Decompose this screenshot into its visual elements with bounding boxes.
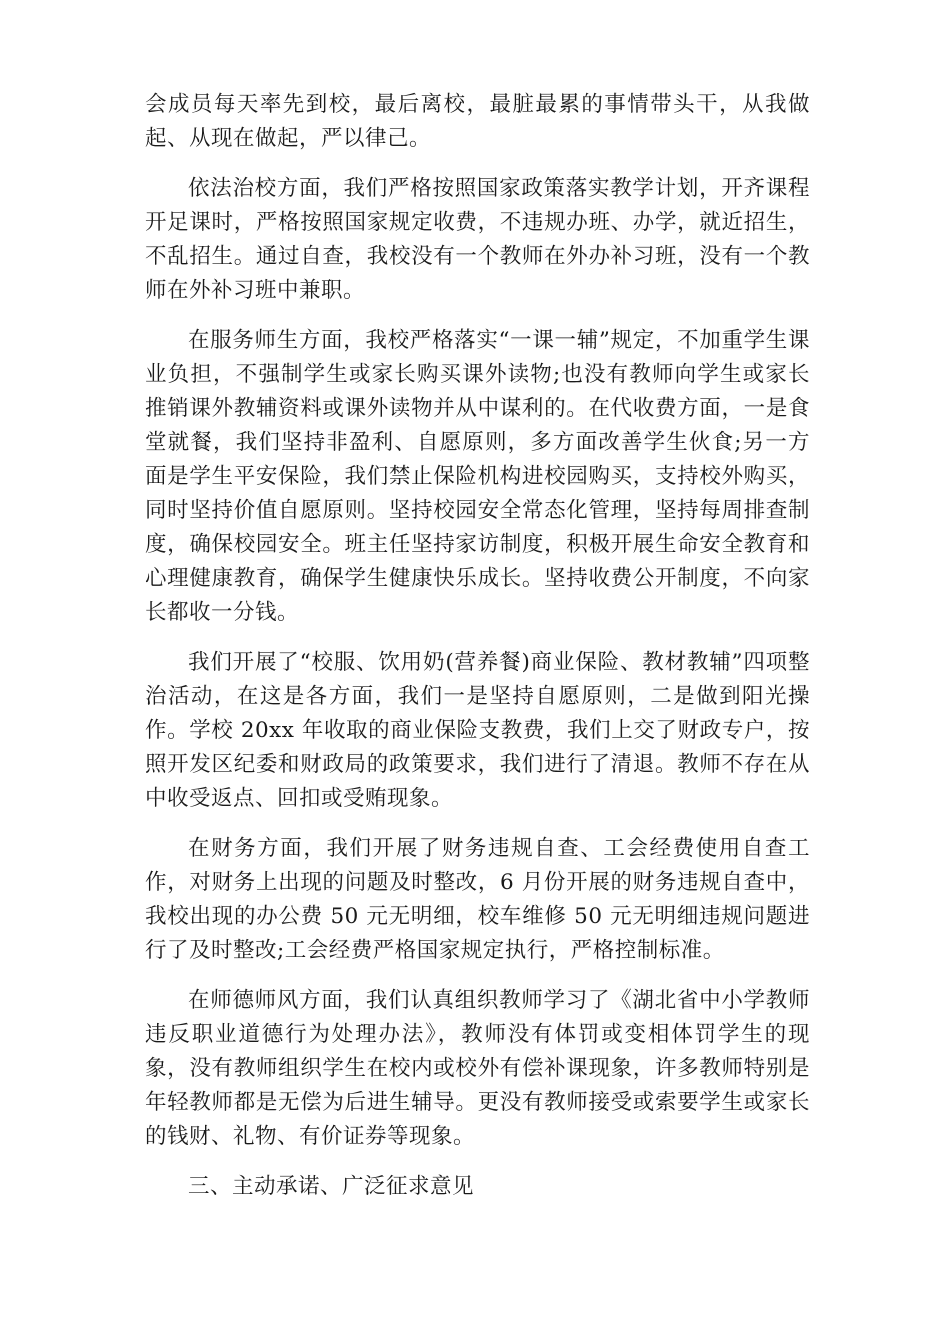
document-body [145, 88, 810, 1220]
paragraph-service: 在服务师生方面，我校严格落实“一课一辅”规定，不加重学生课业负担，不强制学生或家长购买课外读物;也没有教师向学生或家长推销课外教辅资料或课外读物并从中谋利的。在代收费方面，一是食堂就餐，我们坚持非盈利、自愿原则，多方面改善学生伙食;另一方面是学生平安保险，我们禁止保险机构进校园购买，支持校外购买，同时坚持价值自愿原则。坚持校园安全常态化管理，坚持每周排查制度，确保校园安全。班主任坚持家访制度，积极开展生命安全教育和心理健康教育，确保学生健康快乐成长。坚持收费公开制度，不向家长都收一分钱。 [145, 328, 810, 625]
paragraph-rectification: 我们开展了“校服、饮用奶(营养餐)商业保险、教材教辅”四项整治活动，在这是各方面，我们一是坚持自愿原则，二是做到阳光操作。学校 20xx 年收取的商业保险支教费，我们上交了财政专户，按照开发区纪委和财政局的政策要求，我们进行了清退。教师不存在从中收受返点、回扣或受贿现象。 [145, 650, 810, 811]
section-heading: 三、主动承诺、广泛征求意见 [188, 1174, 475, 1199]
paragraph-finance: 在财务方面，我们开展了财务违规自查、工会经费使用自查工作，对财务上出现的问题及时整改，6 月份开展的财务违规自查中，我校出现的办公费 50 元无明细，校车维修 50 元无明细违规问题进行了及时整改;工会经费严格国家规定执行，严格控制标准。 [145, 836, 810, 963]
paragraph-teacher-ethics: 在师德师风方面，我们认真组织教师学习了《湖北省中小学教师违反职业道德行为处理办法》，教师没有体罚或变相体罚学生的现象，没有教师组织学生在校内或校外有偿补课现象，许多教师特别是年轻教师都是无偿为后进生辅导。更没有教师接受或索要学生或家长的钱财、礼物、有价证券等现象。 [145, 988, 810, 1149]
paragraph-continuation: 会成员每天率先到校，最后离校，最脏最累的事情带头干，从我做起、从现在做起，严以律己。 [145, 92, 810, 151]
paragraph-rule-of-law: 依法治校方面，我们严格按照国家政策落实教学计划，开齐课程开足课时，严格按照国家规定收费，不违规办班、办学，就近招生，不乱招生。通过自查，我校没有一个教师在外办补习班，没有一个教师在外补习班中兼职。 [145, 176, 810, 303]
